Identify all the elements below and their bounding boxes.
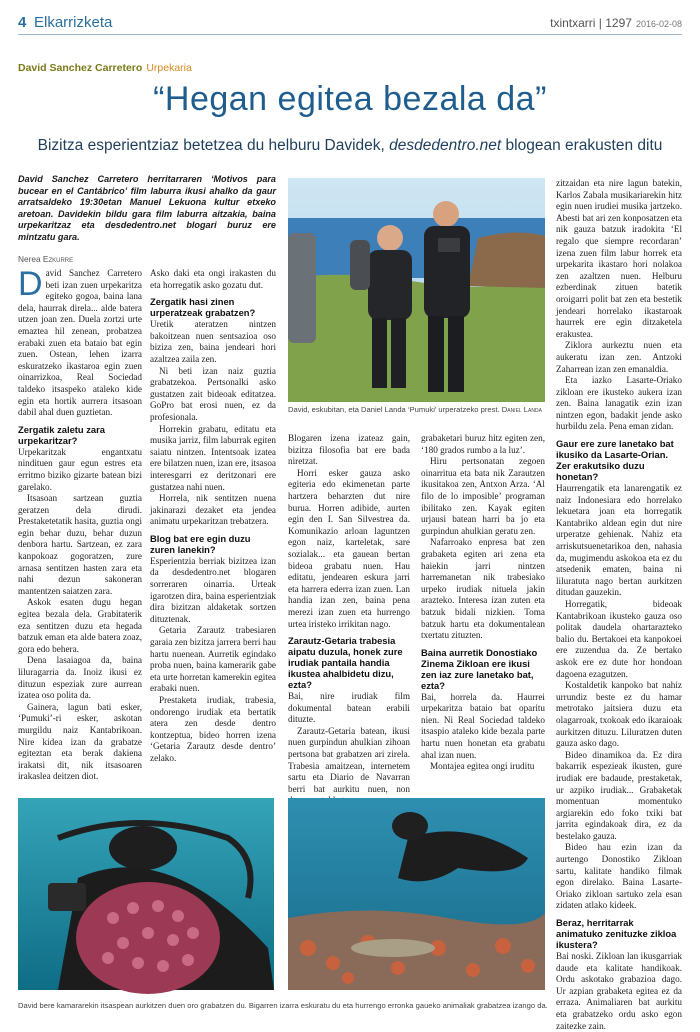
page-header bbox=[18, 12, 682, 35]
divers-photo-image bbox=[288, 178, 545, 402]
paragraph: Bideo dinamikoa da. Ez dira bakarrik espezieak ikusten, gure irudiak ere badaude, prestaketak, ur azpiko irudiak... Grabaketak momentuan momentuko argiarekin edo foko txiki bat jarrita egindakoak dira, ez da bestelako gauza. bbox=[556, 749, 682, 841]
paragraph: Bideo hau ezin izan da aurtengo Donostiko Zikloan sartu, kalitate handiko filmak egon direlako. Baina Lasarte-Oriako zikloan sartuko zela esan zidaten atlako kideek. bbox=[556, 842, 682, 911]
photo-credit: Daniel Landa bbox=[501, 405, 542, 414]
author-first-name: Nerea bbox=[18, 254, 41, 264]
author-credit bbox=[18, 254, 73, 264]
photo-caption-top bbox=[288, 405, 548, 415]
column-1 bbox=[18, 265, 142, 790]
publication-name: txintxarri | 1297 bbox=[550, 16, 632, 30]
caption-text: David, eskubitan, eta Daniel Landa ‘Pumuki’ urperatzeko prest. bbox=[288, 405, 500, 414]
section-name: Elkarrizketa bbox=[34, 14, 113, 31]
column-2 bbox=[150, 268, 276, 790]
paragraph: Kostaldetik kanpoko bat nahiz urrundiz beste ez du hamar metrotako jaitsiera duzu eta olagarroak, txokoak edo ikaraioak aurkitzen dituzu. Liluratzen duten gauza asko dago. bbox=[556, 680, 682, 749]
paragraph: Gainera, lagun bati esker, ‘Pumuki’-ri esker, askotan murgildu naiz Kantabrikoan. Nire kidea izan da grabatze egiteztan eta berak dakiena irakatsi dit, nik itsasoaren irakaslea deitzen diot. bbox=[18, 701, 142, 782]
paragraph: Ni beti izan naiz guztia grabatzekoa. Pertsonalki asko gustatzen zait bideoak editatzea. GoPro bat erosi nuen, ez da profesionala. bbox=[150, 365, 276, 422]
paragraph: Bai, horrela da. Haurrei urpekaritza bataio bat oparitu nien. Ni Real Sociedad taldeko itsaspio ataleko kide bezala parte hartu nuen honetan eta grabatu ahal izan nuen. bbox=[421, 691, 545, 760]
paragraph: Itsasoan sartzean guztia geratzen dela dirudi. Prestaketetatik hasita, guztia ongi egin behar duzu, behar duzun denbora hartu. Sartzean, ez zara kanpokoaz gogoratzen, zure arnasa sentitzen hasten zara eta nahi dezun sakoneran mantentzen saiatzen zara. bbox=[18, 493, 142, 596]
drop-cap: D bbox=[18, 265, 43, 303]
paragraph: Prestaketa irudiak, trabesia, ondorengo irudiak eta bertatik atera zen desde dentro kontzeptua, bideo horren izena ‘Getaria Zarautz desde dentro’ zelako. bbox=[150, 695, 276, 763]
interviewee-role: Urpekaria bbox=[146, 62, 192, 74]
question-heading: Blog bat ere egin duzu zuren lanekin? bbox=[150, 532, 251, 555]
interviewee-byline bbox=[18, 62, 192, 74]
paragraph: Zarautz-Getaria batean, ikusi nuen gurpindun ahulkian zihoan pertsona bat grabatzen ari zirela. Trabesia amaitzean, internetem sartu eta Diario de Navarran berri bat aurkitu nuen, non bbox=[288, 725, 410, 794]
question-heading: Baina aurretik Donostiako Zinema Zikloan ere ikusi zen iaz zure lanetako bat, ezta? bbox=[421, 646, 538, 691]
paragraph: Nafarroako enpresa bat zen grabaketa egiten ari zena eta haiekin jarri nintzen harremanetan nik trabesiako urpeko irudiak nituela jakin arazteko. Interesa izan zuten eta batzuk bidali nizkien. Toma batzuk hartu eta dokumentalean txertatu zituzten. bbox=[421, 537, 545, 641]
underwater-photo-right-image bbox=[288, 798, 545, 990]
paragraph: Getaria Zarautz trabesiaren garaia zen bizitza jarrera berri hau hartu nuenean. Aurretik egindako proba nuen, baina kamerarik gabe eta urte horretan kamerekin egitea erabaki nuen. bbox=[150, 625, 276, 694]
paragraph: Horri esker gauza asko egiteria edo ekimenetan parte hartzera beharzten dut nire burua. Horren adibide, aurten egin den I. San Silvestrea da. Komunikazio arloan laguntzen egon naiz, karteletak, sare sozialak... eta gauean bertan bideoa grabatu nuen. Hau editatu, jendearen eskura jarri eta harrera ederra izan zuen. Lan handia izan zen, baina pena merezi izan zuen eta hurrengo urtea iristeko irrikitan nago. bbox=[288, 467, 410, 629]
publication-date: 2016-02-08 bbox=[635, 19, 682, 29]
paragraph: Askok esaten dugu hegan egitea bezala dela. Grabitaterik eza sentitzen duzu eta hegada batzuk eman eta alde batera zoaz, gora edo behera. bbox=[18, 597, 142, 654]
subtitle-start: Bizitza esperientziaz betetzea du helburu Davidek, bbox=[37, 137, 390, 154]
question-heading: Gaur ere zure lanetako bat ikusiko da Lasarte-Orian. Zer erakutsiko duzu honetan? bbox=[556, 438, 674, 483]
column-4 bbox=[421, 433, 545, 790]
underwater-photo-left bbox=[18, 798, 274, 990]
article-lead: David Sanchez Carretero herritarraren ‘Motivos para bucear en el Cantábrico’ film laburra ikusi ahalko da gaur arratsaldeko 19:30etan Manuel Lekuona kultur etxeko aretoan. Davidekin bildu gara film laburra aitzakia, baina urpekaritzaz eta desdedentro.net blogari buruz ere mintzatu gara. bbox=[18, 174, 276, 242]
column-5 bbox=[556, 178, 682, 1031]
paragraph: Blogaren izena izateaz gain, bizitza filosofia bat ere bada niretzat. bbox=[288, 433, 410, 467]
paragraph: Horrela, nik sentitzen nuena jakinarazi dezaket eta jendea animatu urpekaritzan trebatzera. bbox=[150, 493, 276, 527]
paragraph: zitzaidan eta nire lagun batekin, Karlos Zabala musikariarekin hitz egin nuen irudiei musika jartzeko. Abesti bat ari zen konposatzen eta nik gauza batzuk iradokita ‘El regalo que siempre recordaran’ izena zuen film labur horrek eta urpekarita ikastaro hori nolakoa zen azaltzen nuen. Helburu ezberdinak zituen batetik oroigarri polit bat zen eta bestetik jendeari horrelako ikastaroak haurrek ere egin ditzaketela erakustea. bbox=[556, 178, 682, 339]
paragraph: Esperientzia berriak bizitzea izan da desdedentro.net blogaren sorreraren oinarria. Urteak igarotzen dira, baina esperientziak dira bizitzan aldaketak sortzen dituztenak. bbox=[150, 555, 277, 624]
author-last-name: Ezkurre bbox=[42, 254, 74, 264]
paragraph: Horregatik, bideoak Kantabrikoan ikusteko gauza oso politak daudela ohartarazteko balio du. Bertakoei eta kanpokoei ere zuzendua da. Ze bertako askok ere ez dute hor hondoan dagoena ezagutzen. bbox=[556, 599, 682, 679]
paragraph: Dena lasaiagoa da, baina liluragarria da. Inoiz ikusi ez dituzun espeziak zure aurrean izatea oso polita da. bbox=[18, 655, 142, 701]
question-heading: Zergatik zaletu zara urpekaritzar? bbox=[18, 423, 106, 446]
paragraph: Hiru pertsonatan zegoen oinarritua eta bata nik Zarautzen ikusitakoa zen, Antxon Arza. ‘Al filo de lo imposible’ programan ibilitako zen. Kayak egiten urjausi batean harri ba jo eta gurpindun ahulkian geratu zen. bbox=[421, 456, 545, 536]
divers-photo bbox=[288, 178, 545, 402]
underwater-photo-right bbox=[288, 798, 545, 990]
subtitle-end: blogean erakusten ditu bbox=[501, 137, 663, 154]
question-heading: Zarautz-Getaria trabesia aipatu duzula, honek zure irudiak pantaila handia ikustea ahalbidetu dizu, ezta? bbox=[288, 635, 403, 691]
paragraph: Montajea egitea ongi iruditu bbox=[430, 761, 535, 772]
question-heading: Beraz, herritarrak animatuko zenituzke zikloa ikustera? bbox=[556, 917, 677, 951]
underwater-photo-left-image bbox=[18, 798, 274, 990]
article-subtitle bbox=[0, 137, 700, 155]
paragraph: Haurrengatik eta lanarengatik ez naiz Indonesiara edo horrelako lekuetara joan eta horregatik Kantabriko aldean egin dut nire urperatze gehienak. Nahiz eta arriskutsuenetarikoa den, nahasia da, mugimendu askokoa eta ez du atsedenik ematen, baina ni liluratuta nago bertan aurkitzen ditudan gauzekin. bbox=[556, 483, 682, 598]
article-title: “Hegan egitea bezala da” bbox=[153, 80, 547, 118]
paragraph: Asko daki eta ongi irakasten du eta horregatik asko gozatu dut. bbox=[150, 268, 276, 290]
column-3 bbox=[288, 433, 410, 794]
interviewee-name: David Sanchez Carretero bbox=[18, 62, 143, 74]
publication-info bbox=[550, 16, 682, 30]
paragraph: Ziklora aurkeztu nuen eta aukeratu izan zen. Antzoki Zaharrean izan zen emanaldia. bbox=[556, 340, 682, 374]
paragraph: grabaketari buruz hitz egiten zen, ‘180 grados rumbo a la luz’. bbox=[421, 433, 545, 455]
question-heading: Zergatik hasi zinen urperatzeak grabatzen? bbox=[150, 296, 256, 319]
paragraph: avid Sanchez Carretero beti izan zuen urpekaritza egiteko gogoa, baina lana dela, haurrak direla... alde batera utzen joan zen. Duela zortzi urte emaztea hil zenean, probatzea erabaki zuen eta bataio bat egin zuen. Ostean, lehen izarra eskuratzeko ikastaroa egin zuen oinarrizkoa, Real Sociedad taldeko itsaspeko ataleko kide egin eta hortik aurrera itsasoan dabil ahal duen guztietan. bbox=[18, 268, 142, 418]
paragraph: Eta iazko Lasarte-Oriako zikloan ere ikusteko aukera izan zen. Baina lanagatik ezin izan nintzen egon, badakit jende asko hurbildu zela. Pena eman zidan. bbox=[556, 375, 682, 432]
paragraph: Horrekin grabatu, editatu eta musika jarriz, film laburrak egiten saiatu nintzen. Intentsoak izatea ere bilatzen nuen, izan ere, itsasoa interesgarri ez deritzonari ere gustatzea nahi nuen. bbox=[150, 423, 276, 492]
photo-caption-bottom: David bere kamararekin itsaspean aurkitzen duen oro grabatzen du. Bigarren izarra eskuratu du eta hurrengo erronka gaueko animaliak grabatzea izango da. bbox=[18, 1001, 548, 1010]
paragraph: Urpekaritzak engantxatu nindituen gaur egun estres eta erritmo biziko gizarte batean bizi garelako. bbox=[18, 446, 142, 492]
paragraph: Bai noski. Zikloan lan ikusgarriak daude eta kalitate handikoak. Ordu askotako grabazioa dago. Ur azpian grabaketa egitea ez da erraza. Animaliaren bat aurkitu eta grabatzeko ordu asko egon zaitezke zain. bbox=[556, 951, 682, 1031]
paragraph: Uretik ateratzen nintzen bakoitzean nuen sentsazioa oso biziza zen, baina jendeari hori azaltzea zaila zen. bbox=[150, 319, 276, 364]
subtitle-site: desdedentro.net bbox=[389, 137, 502, 154]
paragraph: Bai, nire irudiak film dokumental batean erabili dituzte. bbox=[288, 691, 410, 725]
page-number: 4 bbox=[18, 14, 27, 31]
